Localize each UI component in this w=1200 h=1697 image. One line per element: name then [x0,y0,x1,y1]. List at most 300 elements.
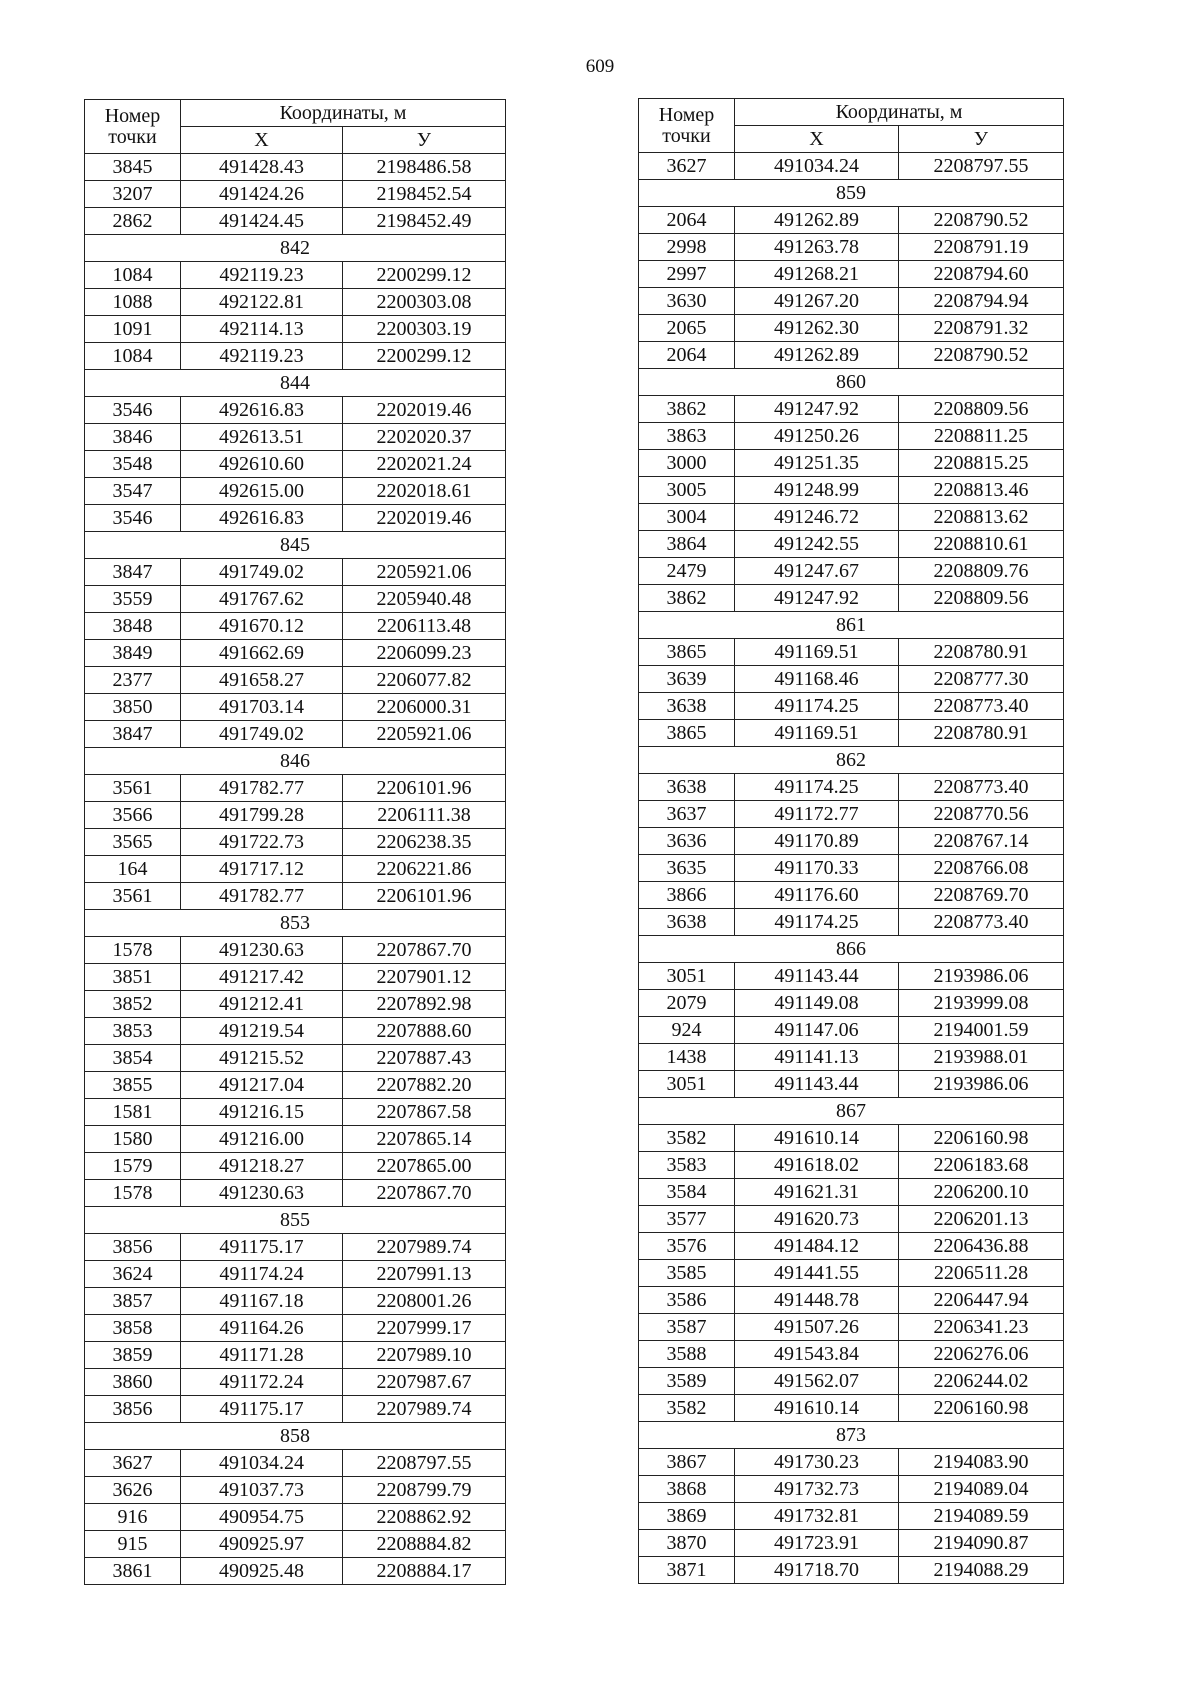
y-coordinate-cell: 2200303.08 [343,289,506,316]
table-row [85,1531,506,1558]
point-number-cell: 3051 [639,963,735,990]
x-coordinate-cell: 491618.02 [735,1152,899,1179]
y-header: У [899,126,1064,153]
section-row [85,748,506,775]
point-number-cell: 3852 [85,991,181,1018]
point-number-cell: 3862 [639,585,735,612]
table-row [639,990,1064,1017]
y-coordinate-cell: 2206099.23 [343,640,506,667]
table-row [85,829,506,856]
point-number-cell: 3630 [639,288,735,315]
y-coordinate-cell: 2205921.06 [343,559,506,586]
y-coordinate-cell: 2206101.96 [343,775,506,802]
table-row [639,1017,1064,1044]
x-coordinate-cell: 491767.62 [181,586,343,613]
table-row [639,1152,1064,1179]
table-row [85,1126,506,1153]
section-row [639,369,1064,396]
x-coordinate-cell: 491732.81 [735,1503,899,1530]
y-coordinate-cell: 2207867.58 [343,1099,506,1126]
point-number-header-line2: точки [108,125,157,148]
table-row [85,1099,506,1126]
x-coordinate-cell: 492119.23 [181,262,343,289]
point-number-cell: 1579 [85,1153,181,1180]
x-coordinate-cell: 491215.52 [181,1045,343,1072]
y-coordinate-cell: 2208811.25 [899,423,1064,450]
section-row [85,532,506,559]
point-number-cell: 3000 [639,450,735,477]
table-row [85,505,506,532]
point-number-cell: 2079 [639,990,735,1017]
y-coordinate-cell: 2208766.08 [899,855,1064,882]
table-row [639,774,1064,801]
point-number-cell: 1088 [85,289,181,316]
y-coordinate-cell: 2206000.31 [343,694,506,721]
table-row [639,531,1064,558]
x-coordinate-cell: 491143.44 [735,963,899,990]
y-coordinate-cell: 2208884.82 [343,1531,506,1558]
section-number: 846 [85,748,506,775]
point-number-header-line1: Номер [104,104,161,127]
point-number-cell: 3853 [85,1018,181,1045]
table-row [639,477,1064,504]
y-coordinate-cell: 2208001.26 [343,1288,506,1315]
point-number-cell: 3638 [639,693,735,720]
table-row [85,262,506,289]
x-coordinate-cell: 491174.25 [735,909,899,936]
x-coordinate-cell: 491164.26 [181,1315,343,1342]
table-row [639,342,1064,369]
x-coordinate-cell: 491621.31 [735,1179,899,1206]
table-row [85,1450,506,1477]
coordinates-header: Координаты, м [181,100,506,127]
table-row [85,289,506,316]
table-row [639,288,1064,315]
point-number-cell: 1580 [85,1126,181,1153]
x-coordinate-cell: 491723.91 [735,1530,899,1557]
table-row [85,1288,506,1315]
point-number-cell: 3868 [639,1476,735,1503]
x-coordinate-cell: 491242.55 [735,531,899,558]
x-coordinate-cell: 491230.63 [181,937,343,964]
x-coordinate-cell: 491267.20 [735,288,899,315]
point-number-cell: 915 [85,1531,181,1558]
table-row [85,802,506,829]
table-row [85,1261,506,1288]
y-coordinate-cell: 2206341.23 [899,1314,1064,1341]
x-coordinate-cell: 491212.41 [181,991,343,1018]
x-coordinate-cell: 491247.92 [735,396,899,423]
section-number: 862 [639,747,1064,774]
table-row [639,1449,1064,1476]
y-coordinate-cell: 2208794.60 [899,261,1064,288]
x-coordinate-cell: 491171.28 [181,1342,343,1369]
x-coordinate-cell: 491218.27 [181,1153,343,1180]
table-row [85,1153,506,1180]
x-coordinate-cell: 491217.04 [181,1072,343,1099]
table-row [639,585,1064,612]
table-row [85,397,506,424]
x-coordinate-cell: 490954.75 [181,1504,343,1531]
point-number-cell: 3871 [639,1557,735,1584]
y-coordinate-cell: 2208813.62 [899,504,1064,531]
point-number-cell: 3627 [85,1450,181,1477]
y-coordinate-cell: 2208797.55 [343,1450,506,1477]
x-coordinate-cell: 491424.26 [181,181,343,208]
y-coordinate-cell: 2207999.17 [343,1315,506,1342]
y-coordinate-cell: 2206113.48 [343,613,506,640]
table-body [639,99,1064,1584]
table-row [639,558,1064,585]
y-coordinate-cell: 2200299.12 [343,262,506,289]
coordinates-table-right [638,98,1064,1584]
point-number-cell: 3561 [85,883,181,910]
table-row [85,181,506,208]
point-number-cell: 2862 [85,208,181,235]
point-number-cell: 3862 [639,396,735,423]
table-row [85,640,506,667]
table-row [85,1045,506,1072]
y-coordinate-cell: 2207892.98 [343,991,506,1018]
table-row [85,1180,506,1207]
section-row [85,235,506,262]
point-number-header [639,99,735,153]
y-coordinate-cell: 2200299.12 [343,343,506,370]
y-coordinate-cell: 2205921.06 [343,721,506,748]
table-row [639,1260,1064,1287]
y-coordinate-cell: 2208773.40 [899,693,1064,720]
point-number-header-line2: точки [662,124,711,147]
point-number-cell: 2998 [639,234,735,261]
point-number-cell: 3004 [639,504,735,531]
coordinates-table-left [84,99,506,1585]
point-number-cell: 3626 [85,1477,181,1504]
y-coordinate-cell: 2208862.92 [343,1504,506,1531]
table-row [639,1206,1064,1233]
y-coordinate-cell: 2207901.12 [343,964,506,991]
y-coordinate-cell: 2206111.38 [343,802,506,829]
point-number-cell: 3854 [85,1045,181,1072]
y-coordinate-cell: 2206436.88 [899,1233,1064,1260]
point-number-cell: 3635 [639,855,735,882]
table-row [639,423,1064,450]
point-number-cell: 3559 [85,586,181,613]
table-row [639,882,1064,909]
table-row [639,315,1064,342]
table-row [639,234,1064,261]
y-coordinate-cell: 2206200.10 [899,1179,1064,1206]
x-coordinate-cell: 491170.33 [735,855,899,882]
point-number-cell: 3850 [85,694,181,721]
point-number-cell: 3864 [639,531,735,558]
point-number-cell: 3627 [639,153,735,180]
section-row [639,1098,1064,1125]
y-coordinate-cell: 2207887.43 [343,1045,506,1072]
x-coordinate-cell: 491562.07 [735,1368,899,1395]
point-number-cell: 3584 [639,1179,735,1206]
section-row [85,1207,506,1234]
x-coordinate-cell: 491174.25 [735,693,899,720]
section-number: 842 [85,235,506,262]
table-row [639,396,1064,423]
table-row [639,666,1064,693]
x-coordinate-cell: 491662.69 [181,640,343,667]
table-row [85,316,506,343]
table-row [639,1044,1064,1071]
y-coordinate-cell: 2194083.90 [899,1449,1064,1476]
table-row [639,909,1064,936]
y-coordinate-cell: 2208809.56 [899,585,1064,612]
y-coordinate-cell: 2207989.74 [343,1396,506,1423]
y-coordinate-cell: 2208773.40 [899,774,1064,801]
table-row [85,856,506,883]
x-coordinate-cell: 492615.00 [181,478,343,505]
table-row [639,1314,1064,1341]
x-coordinate-cell: 490925.97 [181,1531,343,1558]
y-coordinate-cell: 2208809.56 [899,396,1064,423]
section-row [639,612,1064,639]
x-coordinate-cell: 491247.92 [735,585,899,612]
point-number-cell: 164 [85,856,181,883]
point-number-cell: 2064 [639,207,735,234]
table-row [85,1369,506,1396]
point-number-cell: 3866 [639,882,735,909]
x-coordinate-cell: 491247.67 [735,558,899,585]
table-body [85,100,506,1585]
x-coordinate-cell: 491246.72 [735,504,899,531]
x-coordinate-cell: 491147.06 [735,1017,899,1044]
table-row [85,775,506,802]
x-coordinate-cell: 491216.15 [181,1099,343,1126]
point-number-cell: 3588 [639,1341,735,1368]
table-row [85,1558,506,1585]
x-coordinate-cell: 491507.26 [735,1314,899,1341]
section-number: 844 [85,370,506,397]
point-number-cell: 3848 [85,613,181,640]
table-row [639,1557,1064,1584]
table-row [85,478,506,505]
y-coordinate-cell: 2194089.04 [899,1476,1064,1503]
x-coordinate-cell: 491484.12 [735,1233,899,1260]
y-coordinate-cell: 2206238.35 [343,829,506,856]
section-number: 866 [639,936,1064,963]
point-number-header [85,100,181,154]
point-number-cell: 3867 [639,1449,735,1476]
y-coordinate-cell: 2207865.00 [343,1153,506,1180]
point-number-cell: 1578 [85,1180,181,1207]
y-coordinate-cell: 2194001.59 [899,1017,1064,1044]
y-header: У [343,127,506,154]
point-number-cell: 3856 [85,1396,181,1423]
y-coordinate-cell: 2202021.24 [343,451,506,478]
y-coordinate-cell: 2193988.01 [899,1044,1064,1071]
table-row [85,343,506,370]
point-number-cell: 3636 [639,828,735,855]
y-coordinate-cell: 2208884.17 [343,1558,506,1585]
table-row [85,1504,506,1531]
x-coordinate-cell: 492610.60 [181,451,343,478]
point-number-cell: 3860 [85,1369,181,1396]
table-row [85,1342,506,1369]
x-coordinate-cell: 491141.13 [735,1044,899,1071]
table-row [85,1234,506,1261]
x-coordinate-cell: 492122.81 [181,289,343,316]
table-row [639,828,1064,855]
y-coordinate-cell: 2193999.08 [899,990,1064,1017]
x-coordinate-cell: 491174.25 [735,774,899,801]
x-coordinate-cell: 492119.23 [181,343,343,370]
table-row [639,963,1064,990]
y-coordinate-cell: 2208780.91 [899,639,1064,666]
x-coordinate-cell: 491149.08 [735,990,899,1017]
table-row [639,1287,1064,1314]
point-number-cell: 3546 [85,505,181,532]
point-number-cell: 3565 [85,829,181,856]
y-coordinate-cell: 2208815.25 [899,450,1064,477]
x-coordinate-cell: 491034.24 [735,153,899,180]
table-row [639,504,1064,531]
y-coordinate-cell: 2202019.46 [343,505,506,532]
x-coordinate-cell: 492613.51 [181,424,343,451]
point-number-cell: 3639 [639,666,735,693]
y-coordinate-cell: 2194090.87 [899,1530,1064,1557]
x-coordinate-cell: 491749.02 [181,559,343,586]
x-coordinate-cell: 491251.35 [735,450,899,477]
point-number-cell: 1581 [85,1099,181,1126]
point-number-cell: 3561 [85,775,181,802]
y-coordinate-cell: 2206160.98 [899,1125,1064,1152]
x-coordinate-cell: 491217.42 [181,964,343,991]
table-row [85,586,506,613]
x-coordinate-cell: 491428.43 [181,154,343,181]
point-number-header-line1: Номер [658,103,715,126]
x-header: X [181,127,343,154]
y-coordinate-cell: 2207865.14 [343,1126,506,1153]
table-row [85,667,506,694]
point-number-cell: 3859 [85,1342,181,1369]
point-number-cell: 3005 [639,477,735,504]
x-coordinate-cell: 491658.27 [181,667,343,694]
table-row [85,937,506,964]
x-coordinate-cell: 491219.54 [181,1018,343,1045]
table-row [639,1476,1064,1503]
point-number-cell: 3863 [639,423,735,450]
y-coordinate-cell: 2208791.32 [899,315,1064,342]
point-number-cell: 1084 [85,262,181,289]
table-row [85,721,506,748]
point-number-cell: 3869 [639,1503,735,1530]
table-row [639,1395,1064,1422]
y-coordinate-cell: 2208791.19 [899,234,1064,261]
y-coordinate-cell: 2207882.20 [343,1072,506,1099]
y-coordinate-cell: 2208794.94 [899,288,1064,315]
y-coordinate-cell: 2206221.86 [343,856,506,883]
point-number-cell: 3849 [85,640,181,667]
x-coordinate-cell: 491424.45 [181,208,343,235]
y-coordinate-cell: 2208767.14 [899,828,1064,855]
point-number-cell: 3638 [639,909,735,936]
table-row [85,883,506,910]
point-number-cell: 1091 [85,316,181,343]
point-number-cell: 3870 [639,1530,735,1557]
point-number-cell: 3624 [85,1261,181,1288]
x-coordinate-cell: 491749.02 [181,721,343,748]
point-number-cell: 1578 [85,937,181,964]
y-coordinate-cell: 2208809.76 [899,558,1064,585]
x-coordinate-cell: 491782.77 [181,775,343,802]
table-row [85,559,506,586]
x-coordinate-cell: 491610.14 [735,1395,899,1422]
y-coordinate-cell: 2202018.61 [343,478,506,505]
y-coordinate-cell: 2194089.59 [899,1503,1064,1530]
x-coordinate-cell: 491175.17 [181,1234,343,1261]
point-number-cell: 3847 [85,559,181,586]
y-coordinate-cell: 2207867.70 [343,937,506,964]
x-coordinate-cell: 491730.23 [735,1449,899,1476]
table-row [85,1018,506,1045]
table-row [85,694,506,721]
point-number-cell: 2997 [639,261,735,288]
x-coordinate-cell: 491620.73 [735,1206,899,1233]
y-coordinate-cell: 2208770.56 [899,801,1064,828]
x-coordinate-cell: 491168.46 [735,666,899,693]
x-coordinate-cell: 491175.17 [181,1396,343,1423]
point-number-cell: 3865 [639,639,735,666]
point-number-cell: 3637 [639,801,735,828]
section-row [639,747,1064,774]
table-row [85,154,506,181]
section-row [639,1422,1064,1449]
point-number-cell: 3546 [85,397,181,424]
x-coordinate-cell: 491169.51 [735,720,899,747]
x-coordinate-cell: 492616.83 [181,505,343,532]
x-coordinate-cell: 491543.84 [735,1341,899,1368]
x-header: X [735,126,899,153]
x-coordinate-cell: 491262.89 [735,207,899,234]
section-row [639,936,1064,963]
x-coordinate-cell: 490925.48 [181,1558,343,1585]
y-coordinate-cell: 2208790.52 [899,207,1064,234]
y-coordinate-cell: 2207888.60 [343,1018,506,1045]
table-row [639,693,1064,720]
y-coordinate-cell: 2202020.37 [343,424,506,451]
y-coordinate-cell: 2208799.79 [343,1477,506,1504]
table-row [639,855,1064,882]
y-coordinate-cell: 2206511.28 [899,1260,1064,1287]
table-row [85,1477,506,1504]
section-number: 845 [85,532,506,559]
x-coordinate-cell: 491169.51 [735,639,899,666]
section-row [85,370,506,397]
y-coordinate-cell: 2208813.46 [899,477,1064,504]
y-coordinate-cell: 2206276.06 [899,1341,1064,1368]
table-row [639,1341,1064,1368]
section-number: 859 [639,180,1064,207]
table-row [639,801,1064,828]
table-row [639,261,1064,288]
section-number: 853 [85,910,506,937]
point-number-cell: 3577 [639,1206,735,1233]
x-coordinate-cell: 492616.83 [181,397,343,424]
y-coordinate-cell: 2200303.19 [343,316,506,343]
y-coordinate-cell: 2207989.10 [343,1342,506,1369]
x-coordinate-cell: 491176.60 [735,882,899,909]
coordinates-header: Координаты, м [735,99,1064,126]
y-coordinate-cell: 2206101.96 [343,883,506,910]
point-number-cell: 2479 [639,558,735,585]
x-coordinate-cell: 491782.77 [181,883,343,910]
point-number-cell: 3586 [639,1287,735,1314]
